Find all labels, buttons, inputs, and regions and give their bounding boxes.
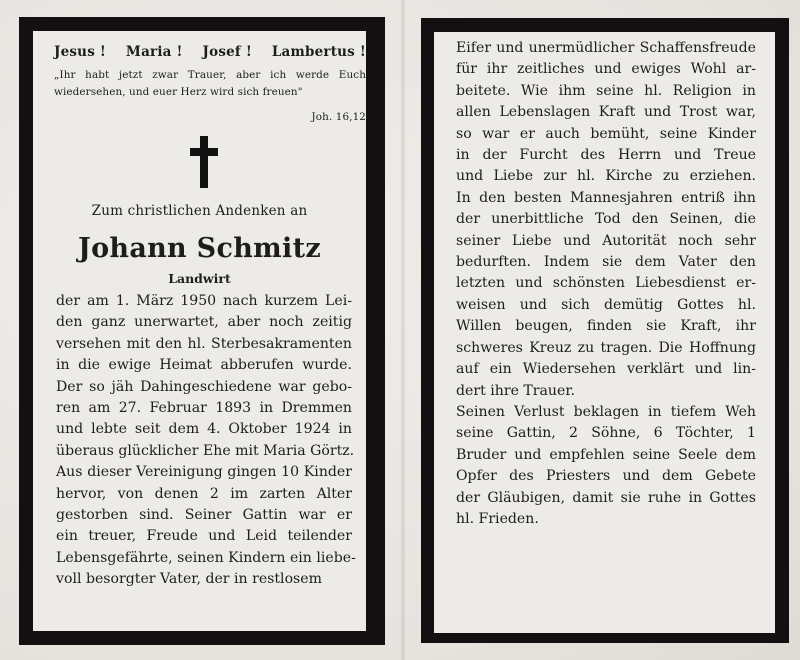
body-line: weisen und sich demütig Gottes hl. xyxy=(456,296,756,313)
card-fold xyxy=(400,0,406,660)
memorial-heading: Zum christlichen Andenken an xyxy=(91,203,308,219)
body-line: Aus dieser Vereinigung gingen 10 Kinder xyxy=(56,464,352,481)
body-line: der unerbittliche Tod den Seinen, die xyxy=(456,211,756,228)
body-line: Bruder und empfehlen seine Seele dem xyxy=(456,446,756,463)
body-line: In den besten Mannesjahren entriß ihn xyxy=(456,189,756,206)
body-line: gestorben sind. Seiner Gattin war er xyxy=(56,507,352,524)
bible-quote xyxy=(54,67,366,123)
body-line: allen Lebenslagen Kraft und Trost war, xyxy=(456,104,756,121)
right-panel-border xyxy=(421,18,789,643)
body-line: auf ein Wiedersehen verklärt und lin- xyxy=(456,361,756,378)
body-line: seine Gattin, 2 Söhne, 6 Töchter, 1 xyxy=(456,425,756,442)
body-line: der am 1. März 1950 nach kurzem Lei- xyxy=(56,293,352,309)
body-line: für ihr zeitliches und ewiges Wohl ar- xyxy=(456,61,756,78)
body-line: und Liebe zur hl. Kirche zu erziehen. xyxy=(456,168,756,185)
body-line: letzten und schönsten Liebesdienst er- xyxy=(456,275,756,292)
body-line: Der so jäh Dahingeschiedene war gebo- xyxy=(56,378,352,395)
body-line: versehen mit den hl. Sterbesakramenten xyxy=(56,335,352,352)
body-line: hervor, von denen 2 im zarten Alter xyxy=(56,485,352,502)
right-body-text xyxy=(456,38,756,530)
body-line: voll besorgter Vater, der in restlosem xyxy=(56,571,322,588)
body-line: überaus glücklicher Ehe mit Maria Görtz. xyxy=(56,442,355,459)
body-line: Eifer und unermüdlicher Schaffensfreude xyxy=(456,40,756,56)
deceased-name: Johann Schmitz xyxy=(78,233,321,264)
body-line: ren am 27. Februar 1893 in Dremmen xyxy=(56,400,352,417)
quote-line: „Ihr habt jetzt zwar Trauer, aber ich werde Euch xyxy=(54,69,366,81)
body-line: ein treuer, Freude und Leid teilender xyxy=(56,528,352,545)
body-line: schweres Kreuz zu tragen. Die Hoffnung xyxy=(456,339,756,356)
body-line: dert ihre Trauer. xyxy=(456,382,576,399)
body-line: Willen beugen, finden sie Kraft, ihr xyxy=(456,318,756,335)
body-line: Seinen Verlust beklagen in tiefem Weh xyxy=(456,403,756,420)
cross-icon xyxy=(190,136,218,188)
occupation: Landwirt xyxy=(168,271,231,286)
body-line: bedurften. Indem sie dem Vater den xyxy=(456,254,756,271)
invocation-josef: Josef ! xyxy=(202,44,252,60)
body-line: in die ewige Heimat abberufen wurde. xyxy=(56,357,352,374)
quote-line: wiedersehen, und euer Herz wird sich freuen" xyxy=(54,86,303,98)
body-line: hl. Frieden. xyxy=(456,510,539,527)
invocation-line xyxy=(54,44,366,60)
left-body-text xyxy=(56,291,356,591)
body-line: Opfer des Priesters und dem Gebete xyxy=(456,468,756,485)
body-line: beitete. Wie ihm seine hl. Religion in xyxy=(456,82,756,99)
body-line: der Gläubigen, damit sie ruhe in Gottes xyxy=(456,489,756,506)
body-line: in der Furcht des Herrn und Treue xyxy=(456,147,756,164)
body-line: den ganz unerwartet, aber noch zeitig xyxy=(56,314,352,331)
left-panel xyxy=(33,31,366,631)
right-panel xyxy=(434,32,775,633)
body-line: so war er auch bemüht, seine Kinder xyxy=(456,125,756,142)
invocation-lambertus: Lambertus ! xyxy=(271,44,366,60)
body-line: und lebte seit dem 4. Oktober 1924 in xyxy=(56,421,352,438)
body-line: Lebensgefährte, seinen Kindern ein liebe- xyxy=(56,549,356,566)
invocation-maria: Maria ! xyxy=(125,44,183,60)
invocation-jesus: Jesus ! xyxy=(54,44,107,60)
left-panel-border xyxy=(19,17,385,645)
quote-reference: Joh. 16,12 xyxy=(311,111,366,123)
body-line: seiner Liebe und Autorität noch sehr xyxy=(456,232,756,249)
